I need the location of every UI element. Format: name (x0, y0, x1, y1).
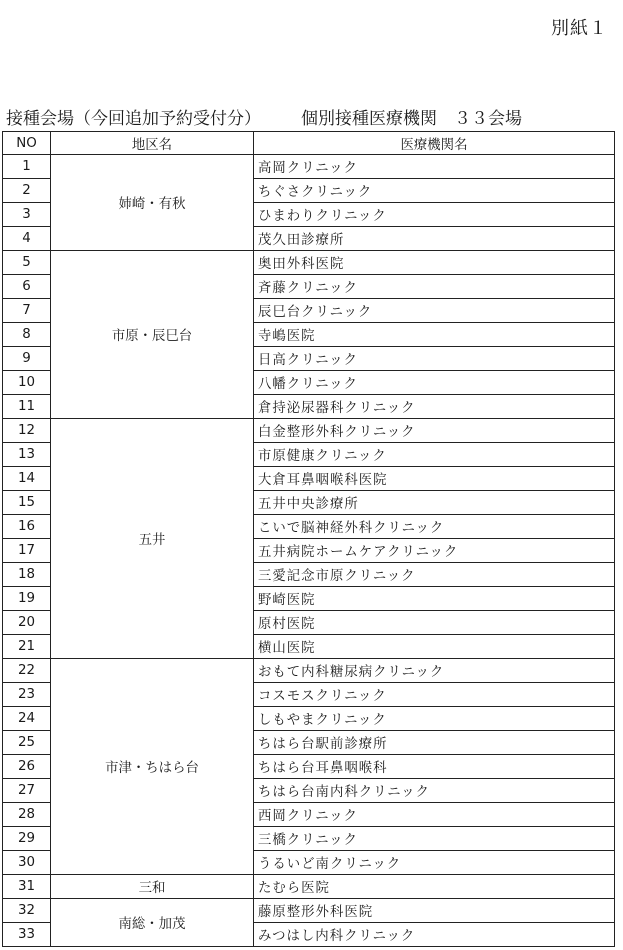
row-number: 16 (3, 515, 51, 539)
institution-name: 倉持泌尿器科クリニック (254, 395, 615, 419)
institution-name: 五井中央診療所 (254, 491, 615, 515)
row-number: 27 (3, 779, 51, 803)
row-number: 8 (3, 323, 51, 347)
table-body (3, 155, 615, 947)
table-row (3, 155, 615, 179)
institution-name: 奥田外科医院 (254, 251, 615, 275)
institution-name: コスモスクリニック (254, 683, 615, 707)
area-name: 五井 (51, 419, 254, 659)
institution-name: 高岡クリニック (254, 155, 615, 179)
row-number: 24 (3, 707, 51, 731)
row-number: 14 (3, 467, 51, 491)
table-row (3, 659, 615, 683)
institution-name: 三橋クリニック (254, 827, 615, 851)
institution-name: 五井病院ホームケアクリニック (254, 539, 615, 563)
row-number: 6 (3, 275, 51, 299)
row-number: 20 (3, 611, 51, 635)
institution-name: 藤原整形外科医院 (254, 899, 615, 923)
row-number: 12 (3, 419, 51, 443)
table-header-row (3, 132, 615, 155)
row-number: 19 (3, 587, 51, 611)
institution-table (2, 131, 615, 947)
area-name: 南総・加茂 (51, 899, 254, 947)
institution-name: 原村医院 (254, 611, 615, 635)
institution-name: 白金整形外科クリニック (254, 419, 615, 443)
institution-name: 日高クリニック (254, 347, 615, 371)
institution-name: 横山医院 (254, 635, 615, 659)
row-number: 10 (3, 371, 51, 395)
row-number: 1 (3, 155, 51, 179)
row-number: 32 (3, 899, 51, 923)
institution-name: 辰巳台クリニック (254, 299, 615, 323)
header-institution: 医療機関名 (254, 132, 615, 155)
row-number: 18 (3, 563, 51, 587)
row-number: 23 (3, 683, 51, 707)
row-number: 7 (3, 299, 51, 323)
institution-name: ちぐさクリニック (254, 179, 615, 203)
table-row (3, 899, 615, 923)
area-name: 市原・辰巳台 (51, 251, 254, 419)
table-row (3, 251, 615, 275)
heading-institution-count: 個別接種医療機関 ３３会場 (301, 109, 522, 129)
row-number: 31 (3, 875, 51, 899)
institution-name: 西岡クリニック (254, 803, 615, 827)
page-heading (6, 104, 522, 129)
row-number: 30 (3, 851, 51, 875)
institution-name: ちはら台南内科クリニック (254, 779, 615, 803)
row-number: 21 (3, 635, 51, 659)
institution-name: 寺嶋医院 (254, 323, 615, 347)
institution-name: みつはし内科クリニック (254, 923, 615, 947)
row-number: 13 (3, 443, 51, 467)
institution-name: 茂久田診療所 (254, 227, 615, 251)
institution-name: ちはら台駅前診療所 (254, 731, 615, 755)
row-number: 15 (3, 491, 51, 515)
row-number: 2 (3, 179, 51, 203)
institution-name: 市原健康クリニック (254, 443, 615, 467)
row-number: 22 (3, 659, 51, 683)
row-number: 3 (3, 203, 51, 227)
row-number: 9 (3, 347, 51, 371)
institution-name: しもやまクリニック (254, 707, 615, 731)
row-number: 5 (3, 251, 51, 275)
row-number: 11 (3, 395, 51, 419)
institution-name: 三愛記念市原クリニック (254, 563, 615, 587)
attachment-label: 別紙１ (551, 18, 608, 39)
table-row (3, 419, 615, 443)
row-number: 26 (3, 755, 51, 779)
row-number: 28 (3, 803, 51, 827)
institution-name: たむら医院 (254, 875, 615, 899)
institution-name: 八幡クリニック (254, 371, 615, 395)
table-row (3, 875, 615, 899)
institution-name: うるいど南クリニック (254, 851, 615, 875)
row-number: 33 (3, 923, 51, 947)
institution-name: ちはら台耳鼻咽喉科 (254, 755, 615, 779)
area-name: 姉崎・有秋 (51, 155, 254, 251)
row-number: 4 (3, 227, 51, 251)
row-number: 25 (3, 731, 51, 755)
institution-name: 大倉耳鼻咽喉科医院 (254, 467, 615, 491)
institution-name: おもて内科糖尿病クリニック (254, 659, 615, 683)
header-no: NO (3, 132, 51, 155)
institution-name: ひまわりクリニック (254, 203, 615, 227)
heading-venue-title: 接種会場（今回追加予約受付分） (6, 109, 261, 129)
row-number: 29 (3, 827, 51, 851)
header-area: 地区名 (51, 132, 254, 155)
institution-name: こいで脳神経外科クリニック (254, 515, 615, 539)
area-name: 市津・ちはら台 (51, 659, 254, 875)
area-name: 三和 (51, 875, 254, 899)
row-number: 17 (3, 539, 51, 563)
institution-name: 斉藤クリニック (254, 275, 615, 299)
institution-name: 野崎医院 (254, 587, 615, 611)
